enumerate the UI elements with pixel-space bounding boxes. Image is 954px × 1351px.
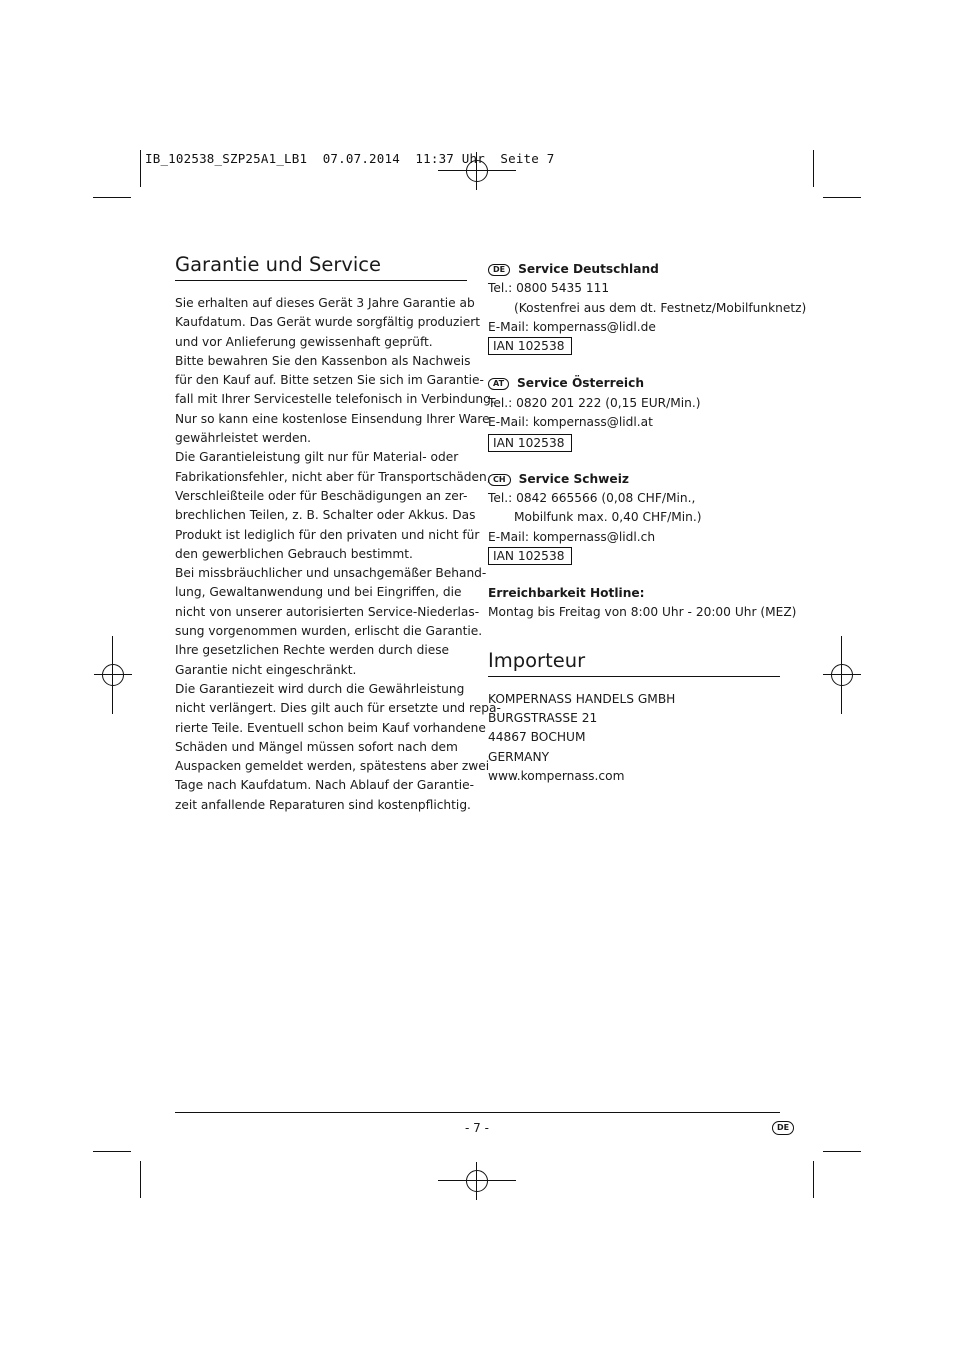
service-ch-email: E-Mail: kompernass@lidl.ch <box>488 529 656 544</box>
hotline <box>488 584 797 623</box>
warranty-line: fall mit Ihrer Servicestelle telefonisch in Verbindung. <box>175 392 495 407</box>
country-badge-at: AT <box>488 378 509 390</box>
importer-address <box>488 690 780 786</box>
warranty-line: Produkt ist lediglich für den privaten und nicht für <box>175 527 480 542</box>
registration-mark-left <box>94 656 132 694</box>
importer-line: BURGSTRASSE 21 <box>488 711 598 726</box>
hotline-hours: Montag bis Freitag von 8:00 Uhr - 20:00 Uhr (MEZ) <box>488 605 797 620</box>
importer-line: 44867 BOCHUM <box>488 730 586 745</box>
crop-mark <box>93 1151 131 1152</box>
service-at-tel: Tel.: 0820 201 222 (0,15 EUR/Min.) <box>488 395 701 410</box>
crop-mark <box>813 150 814 187</box>
service-ch-tel: Tel.: 0842 665566 (0,08 CHF/Min., <box>488 490 696 505</box>
warranty-line: sung vorgenommen wurden, erlischt die Garantie. <box>175 624 483 639</box>
importer-title: Importeur <box>488 648 780 677</box>
crop-mark <box>93 197 131 198</box>
warranty-line: Ihre gesetzlichen Rechte werden durch diese <box>175 643 450 658</box>
service-de <box>488 260 807 356</box>
warranty-line: Verschleißteile oder für Beschädigungen an zer- <box>175 488 468 503</box>
registration-mark-bottom <box>458 1162 496 1200</box>
service-section <box>488 260 807 786</box>
country-badge-de: DE <box>488 264 510 276</box>
warranty-line: gewährleistet werden. <box>175 431 312 446</box>
ian-box-at: IAN 102538 <box>488 434 572 452</box>
service-ch-title: Service Schweiz <box>518 471 629 486</box>
warranty-line: Bitte bewahren Sie den Kassenbon als Nachweis <box>175 353 471 368</box>
importer-section <box>488 648 780 786</box>
service-at-email: E-Mail: kompernass@lidl.at <box>488 415 653 430</box>
crop-mark <box>813 1161 814 1198</box>
importer-website: www.kompernass.com <box>488 768 625 783</box>
warranty-line: Nur so kann eine kostenlose Einsendung Ihrer Ware <box>175 411 490 426</box>
print-slug: IB_102538_SZP25A1_LB1 07.07.2014 11:37 Uhr Seite 7 <box>145 151 555 166</box>
crop-mark <box>140 150 141 187</box>
hotline-title: Erreichbarkeit Hotline: <box>488 586 645 601</box>
country-badge-ch: CH <box>488 474 511 486</box>
warranty-line: nicht verlängert. Dies gilt auch für ersetzte und repa- <box>175 701 501 716</box>
importer-line: GERMANY <box>488 749 550 764</box>
warranty-line: Die Garantiezeit wird durch die Gewährleistung <box>175 681 465 696</box>
warranty-line: Fabrikationsfehler, nicht aber für Transportschäden, <box>175 469 491 484</box>
warranty-line: lung, Gewaltanwendung und bei Eingriffen, die <box>175 585 462 600</box>
warranty-line: zeit anfallende Reparaturen sind kostenpflichtig. <box>175 797 471 812</box>
footer-country-badge: DE <box>772 1121 794 1135</box>
service-de-tel: Tel.: 0800 5435 111 <box>488 281 610 296</box>
registration-mark-right <box>823 656 861 694</box>
page-number: - 7 - <box>465 1121 489 1135</box>
warranty-title: Garantie und Service <box>175 252 467 281</box>
warranty-line: den gewerblichen Gebrauch bestimmt. <box>175 546 413 561</box>
service-at-title: Service Österreich <box>517 376 645 391</box>
warranty-line: Garantie nicht eingeschränkt. <box>175 662 357 677</box>
crop-mark <box>140 1161 141 1198</box>
warranty-body <box>175 294 501 815</box>
crop-mark <box>823 1151 861 1152</box>
warranty-line: nicht von unserer autorisierten Service-Niederlas- <box>175 604 480 619</box>
importer-line: KOMPERNASS HANDELS GMBH <box>488 691 676 706</box>
service-at <box>488 374 780 453</box>
service-ch-tel-note: Mobilfunk max. 0,40 CHF/Min.) <box>514 510 702 525</box>
warranty-line: brechlichen Teilen, z. B. Schalter oder Akkus. Das <box>175 508 476 523</box>
warranty-line: Sie erhalten auf dieses Gerät 3 Jahre Garantie ab <box>175 296 475 310</box>
ian-box-de: IAN 102538 <box>488 337 572 355</box>
service-ch <box>488 470 780 566</box>
warranty-line: Kaufdatum. Das Gerät wurde sorgfältig produziert <box>175 315 481 330</box>
warranty-line: Auspacken gemeldet werden, spätestens aber zwei <box>175 759 490 774</box>
warranty-line: Tage nach Kaufdatum. Nach Ablauf der Garantie- <box>175 778 475 793</box>
warranty-line: Bei missbräuchlicher und unsachgemäßer Behand- <box>175 566 487 581</box>
warranty-section <box>175 252 501 815</box>
warranty-line: und vor Anlieferung gewissenhaft geprüft. <box>175 334 433 349</box>
footer-divider <box>175 1112 780 1113</box>
warranty-line: rierte Teile. Eventuell schon beim Kauf vorhandene <box>175 720 486 735</box>
ian-box-ch: IAN 102538 <box>488 547 572 565</box>
warranty-line: Schäden und Mängel müssen sofort nach dem <box>175 739 458 754</box>
crop-mark <box>823 197 861 198</box>
service-de-title: Service Deutschland <box>518 262 659 276</box>
warranty-line: für den Kauf auf. Bitte setzen Sie sich im Garantie- <box>175 373 484 388</box>
service-de-email: E-Mail: kompernass@lidl.de <box>488 319 656 334</box>
service-de-tel-note: (Kostenfrei aus dem dt. Festnetz/Mobilfunknetz) <box>514 300 807 315</box>
warranty-line: Die Garantieleistung gilt nur für Material- oder <box>175 450 459 465</box>
